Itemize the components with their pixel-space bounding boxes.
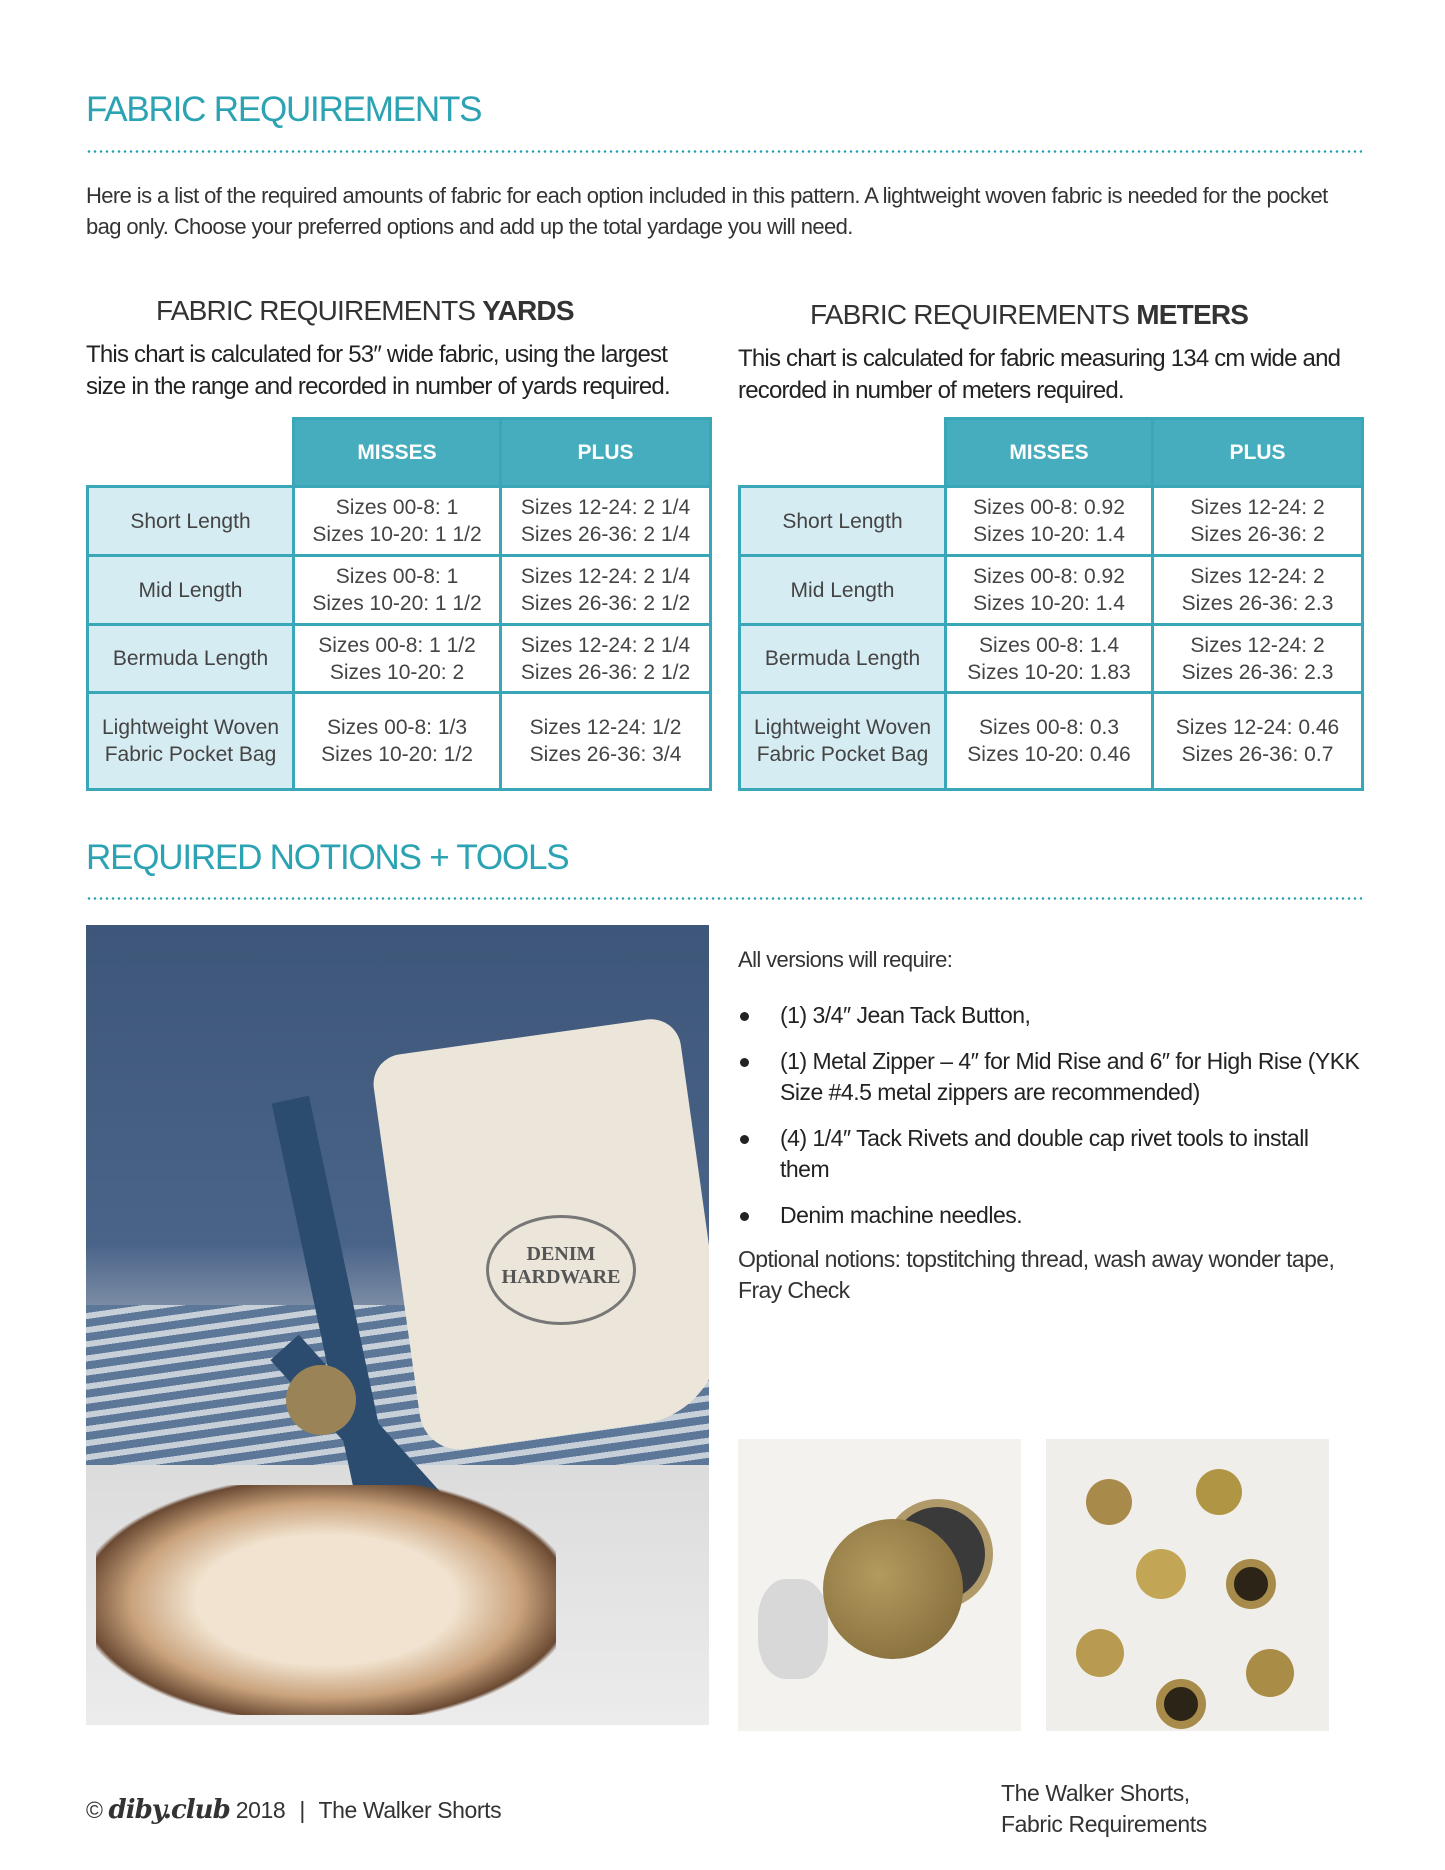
bullet-icon bbox=[740, 1212, 749, 1221]
misses-cell bbox=[946, 625, 1153, 693]
plus-cell bbox=[501, 625, 711, 693]
jean-button-photo bbox=[738, 1439, 1021, 1731]
column-header-plus: PLUS bbox=[501, 419, 711, 487]
footer-right-line2: Fabric Requirements bbox=[1001, 1811, 1207, 1837]
notion-text: (1) Metal Zipper – 4″ for Mid Rise and 6″ for High Rise (YKK Size #4.5 metal zippers are recommended) bbox=[780, 1048, 1360, 1105]
notion-text: (4) 1/4″ Tack Rivets and double cap rivet tools to install them bbox=[780, 1125, 1309, 1182]
row-label: Lightweight Woven Fabric Pocket Bag bbox=[740, 693, 946, 790]
notions-heading: REQUIRED NOTIONS + TOOLS bbox=[86, 838, 569, 877]
footer-separator: | bbox=[299, 1797, 305, 1823]
size-value: Sizes 00-8: 1/3 bbox=[326, 716, 468, 739]
size-value: Sizes 12-24: 0.46 bbox=[1175, 716, 1340, 739]
column-header-misses: MISSES bbox=[946, 419, 1153, 487]
yards-description: This chart is calculated for 53″ wide fabric, using the largest size in the range and recorded in number of yards required. bbox=[86, 341, 670, 400]
denim-hardware-stamp: DENIM HARDWARE bbox=[486, 1215, 636, 1325]
size-value: Sizes 12-24: 2 bbox=[1190, 565, 1325, 588]
bullet-icon bbox=[740, 1058, 749, 1067]
size-value: Sizes 10-20: 1.4 bbox=[973, 523, 1125, 546]
table-row bbox=[740, 487, 1363, 556]
notion-item bbox=[738, 1000, 1363, 1031]
misses-cell bbox=[946, 693, 1153, 790]
header-row bbox=[740, 419, 1363, 487]
meters-table bbox=[738, 417, 1364, 791]
notion-item bbox=[738, 1046, 1363, 1108]
plus-cell bbox=[1153, 487, 1363, 556]
plus-cell bbox=[1153, 556, 1363, 625]
meters-title bbox=[810, 299, 1248, 331]
blank-header bbox=[88, 419, 294, 487]
plus-cell bbox=[501, 693, 711, 790]
table-row bbox=[740, 556, 1363, 625]
yards-table bbox=[86, 417, 712, 791]
notion-text: (1) 3/4″ Jean Tack Button, bbox=[780, 1002, 1031, 1028]
size-value: Sizes 00-8: 1 1/2 bbox=[318, 633, 476, 657]
table-row bbox=[88, 625, 711, 693]
yards-title-bold: YARDS bbox=[482, 295, 574, 326]
meters-title-prefix: FABRIC REQUIREMENTS bbox=[810, 299, 1137, 330]
column-header-plus: PLUS bbox=[1153, 419, 1363, 487]
divider bbox=[86, 897, 1362, 900]
footer-pattern-name: The Walker Shorts bbox=[318, 1797, 502, 1823]
size-value: Sizes 26-36: 0.7 bbox=[1181, 743, 1334, 766]
optional-notions: Optional notions: topstitching thread, wash away wonder tape, Fray Check bbox=[738, 1246, 1335, 1303]
misses-cell bbox=[294, 625, 501, 693]
row-label: Mid Length bbox=[88, 556, 294, 625]
size-value: Sizes 10-20: 1.4 bbox=[973, 592, 1125, 615]
table-row bbox=[88, 487, 711, 556]
footer-right-line1: The Walker Shorts, bbox=[1001, 1780, 1190, 1806]
plus-cell bbox=[1153, 625, 1363, 693]
yards-title bbox=[156, 295, 574, 327]
copyright-symbol: © bbox=[86, 1797, 103, 1823]
size-value: Sizes 12-24: 2 bbox=[1190, 496, 1325, 519]
misses-cell bbox=[294, 556, 501, 625]
notions-lead: All versions will require: bbox=[738, 947, 953, 972]
size-value: Sizes 00-8: 0.3 bbox=[978, 716, 1120, 739]
bullet-icon bbox=[740, 1135, 749, 1144]
misses-cell bbox=[946, 556, 1153, 625]
size-value: Sizes 26-36: 3/4 bbox=[529, 743, 682, 766]
notion-text: Denim machine needles. bbox=[780, 1202, 1023, 1228]
divider bbox=[86, 150, 1362, 153]
row-label: Mid Length bbox=[740, 556, 946, 625]
diby-club-logo: diby.club bbox=[108, 1795, 230, 1825]
row-label: Short Length bbox=[88, 487, 294, 556]
intro-paragraph: Here is a list of the required amounts of fabric for each option included in this pattern. A lightweight woven fabric is needed for the pocket bag only. Choose your preferred options and add up the total yardage you will need. bbox=[86, 183, 1328, 239]
size-value: Sizes 00-8: 1 bbox=[335, 565, 459, 588]
size-value: Sizes 00-8: 0.92 bbox=[973, 565, 1125, 588]
size-value: Sizes 10-20: 1/2 bbox=[321, 743, 473, 766]
yards-title-prefix: FABRIC REQUIREMENTS bbox=[156, 295, 483, 326]
meters-title-bold: METERS bbox=[1136, 299, 1249, 330]
misses-cell bbox=[294, 693, 501, 790]
size-value: Sizes 26-36: 2 1/2 bbox=[520, 660, 691, 684]
notion-item bbox=[738, 1123, 1363, 1185]
plus-cell bbox=[501, 487, 711, 556]
row-label: Lightweight Woven Fabric Pocket Bag bbox=[88, 693, 294, 790]
size-value: Sizes 12-24: 1/2 bbox=[529, 716, 682, 739]
size-value: Sizes 10-20: 0.46 bbox=[967, 743, 1131, 766]
row-label: Bermuda Length bbox=[740, 625, 946, 693]
blank-header bbox=[740, 419, 946, 487]
fabric-requirements-heading: FABRIC REQUIREMENTS bbox=[86, 90, 482, 129]
size-value: Sizes 26-36: 2 1/2 bbox=[520, 592, 691, 615]
footer-left bbox=[86, 1795, 501, 1825]
size-value: Sizes 26-36: 2.3 bbox=[1181, 660, 1334, 684]
size-value: Sizes 10-20: 2 bbox=[329, 660, 465, 684]
size-value: Sizes 12-24: 2 1/4 bbox=[520, 496, 691, 519]
size-value: Sizes 00-8: 1 bbox=[335, 496, 459, 519]
size-value: Sizes 26-36: 2.3 bbox=[1181, 592, 1334, 615]
size-value: Sizes 12-24: 2 1/4 bbox=[520, 633, 691, 657]
size-value: Sizes 12-24: 2 bbox=[1190, 633, 1325, 657]
size-value: Sizes 00-8: 1.4 bbox=[978, 633, 1120, 657]
row-label: Bermuda Length bbox=[88, 625, 294, 693]
table-row bbox=[88, 693, 711, 790]
size-value: Sizes 10-20: 1.83 bbox=[967, 660, 1131, 684]
table-row bbox=[88, 556, 711, 625]
table-row bbox=[740, 693, 1363, 790]
bullet-icon bbox=[740, 1012, 749, 1021]
column-header-misses: MISSES bbox=[294, 419, 501, 487]
misses-cell bbox=[294, 487, 501, 556]
size-value: Sizes 10-20: 1 1/2 bbox=[312, 523, 482, 546]
plus-cell bbox=[501, 556, 711, 625]
size-value: Sizes 12-24: 2 1/4 bbox=[520, 565, 691, 588]
notion-item bbox=[738, 1200, 1363, 1231]
plus-cell bbox=[1153, 693, 1363, 790]
size-value: Sizes 26-36: 2 1/4 bbox=[520, 523, 691, 546]
size-value: Sizes 00-8: 0.92 bbox=[973, 496, 1125, 519]
footer-year: 2018 bbox=[235, 1797, 286, 1823]
tack-rivets-photo bbox=[1046, 1439, 1329, 1731]
meters-description: This chart is calculated for fabric measuring 134 cm wide and recorded in number of meters required. bbox=[738, 345, 1341, 404]
notions-list bbox=[738, 1000, 1363, 1246]
row-label: Short Length bbox=[740, 487, 946, 556]
misses-cell bbox=[946, 487, 1153, 556]
size-value: Sizes 26-36: 2 bbox=[1190, 523, 1325, 546]
table-row bbox=[740, 625, 1363, 693]
notions-photo bbox=[86, 925, 709, 1725]
size-value: Sizes 10-20: 1 1/2 bbox=[312, 592, 482, 615]
header-row bbox=[88, 419, 711, 487]
